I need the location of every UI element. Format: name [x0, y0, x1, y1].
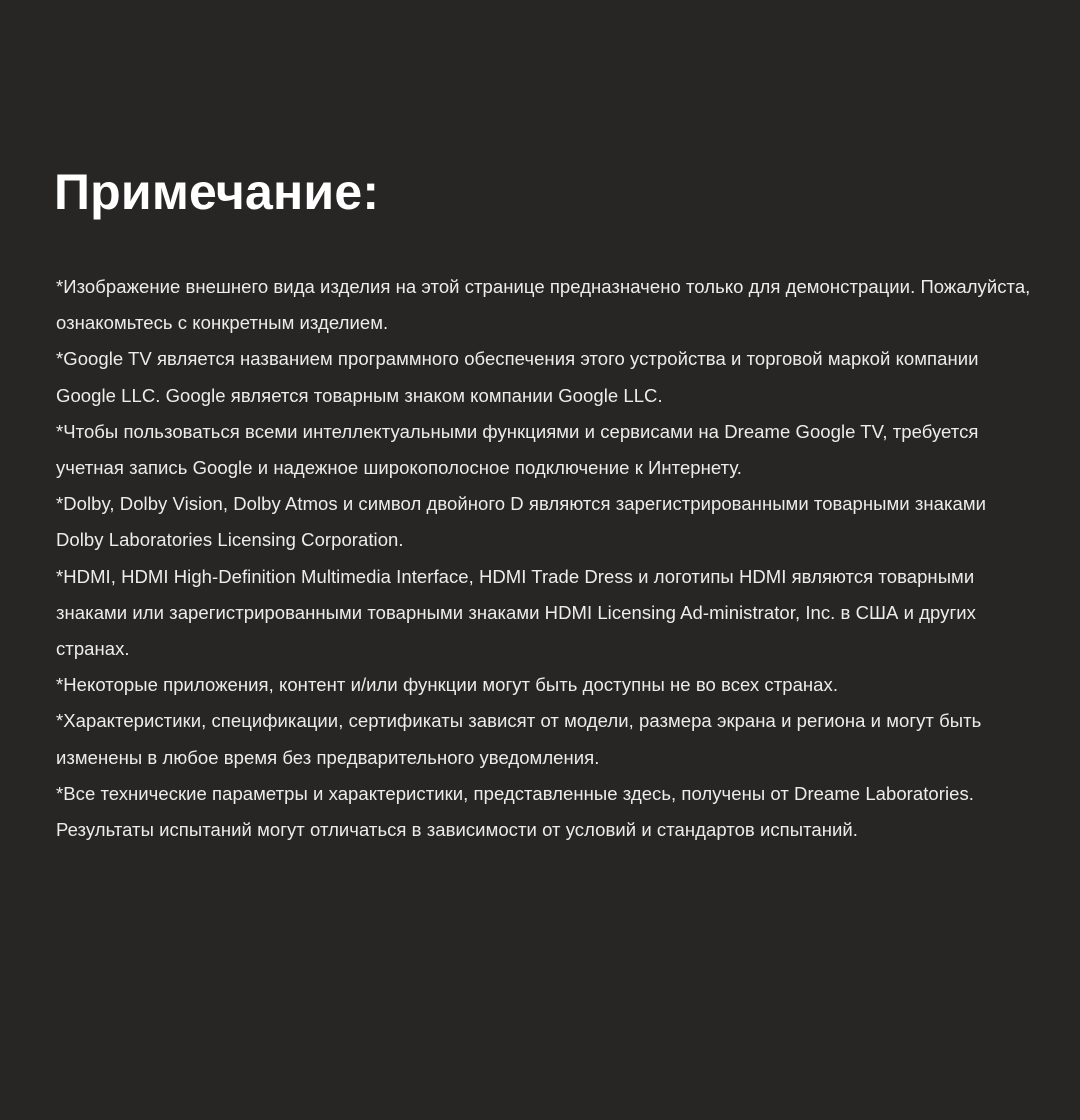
- page-title: Примечание:: [54, 164, 380, 220]
- note-test-results: *Все технические параметры и характеристики, представленные здесь, получены от Dreame Laboratories. Результаты испытаний могут отличаться в зависимости от условий и стандартов испытаний.: [56, 782, 974, 841]
- note-google-tv: *Google TV является названием программного обеспечения этого устройства и торговой маркой компании Google LLC. Google является товарным знаком компании Google LLC.: [56, 348, 979, 406]
- notes-list: [56, 269, 1031, 848]
- note-google-account: *Чтобы пользоваться всеми интеллектуальными функциями и сервисами на Dreame Google TV, требуется учетная запись Google и надежное широкополосное подключение к Интернету.: [56, 420, 979, 479]
- note-availability: *Некоторые приложения, контент и/или функции могут быть доступны не во всех странах.: [56, 674, 839, 696]
- note-hdmi: *HDMI, HDMI High-Definition Multimedia Interface, HDMI Trade Dress и логотипы HDMI являются товарными знаками или зарегистрированными товарными знаками HDMI Licensing Ad-ministrator, Inc. в США и других странах.: [56, 565, 976, 660]
- note-demo-image: *Изображение внешнего вида изделия на этой странице предназначено только для демонстрации. Пожалуйста, ознакомьтесь с конкретным изделием.: [56, 276, 1031, 334]
- note-dolby: *Dolby, Dolby Vision, Dolby Atmos и символ двойного D являются зарегистрированными товарными знаками Dolby Laboratories Licensing Corporation.: [56, 493, 987, 551]
- note-specifications: *Характеристики, спецификации, сертификаты зависят от модели, размера экрана и региона и могут быть изменены в любое время без предварительного уведомления.: [56, 710, 982, 768]
